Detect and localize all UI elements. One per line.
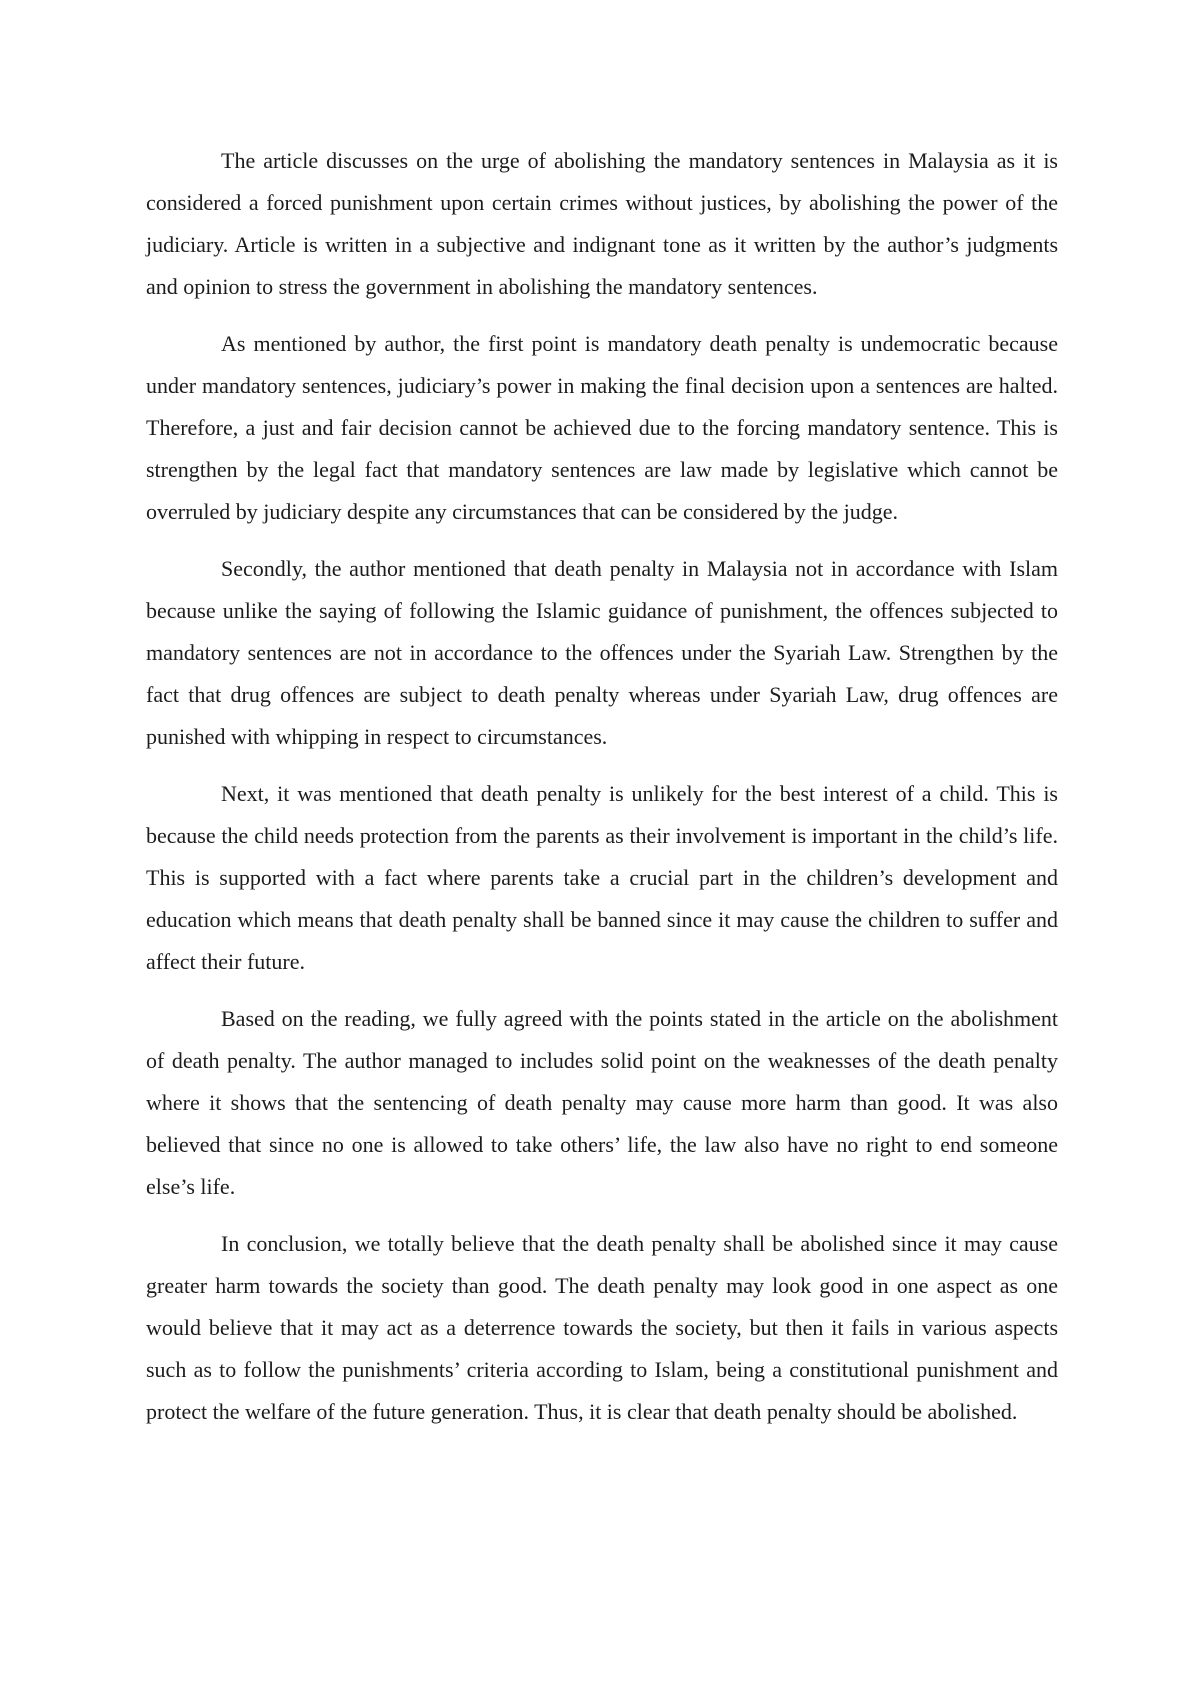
paragraph-conclusion: In conclusion, we totally believe that the death penalty shall be abolished since it may cause greater harm towards the society than good. The death penalty may look good in one aspect as one would believe that it may act as a deterrence towards the society, but then it fails in various aspects such as to follow the punishments’ criteria according to Islam, being a constitutional punishment and protect the welfare of the future generation. Thus, it is clear that death penalty should be abolished. [146, 1231, 1058, 1424]
paragraph-child-interest-point: Next, it was mentioned that death penalty is unlikely for the best interest of a child. This is because the child needs protection from the parents as their involvement is important in the child’s life. This is supported with a fact where parents take a crucial part in the children’s development and education which means that death penalty shall be banned since it may cause the children to suffer and affect their future. [146, 781, 1058, 974]
paragraph-opinion: Based on the reading, we fully agreed with the points stated in the article on the abolishment of death penalty. The author managed to includes solid point on the weaknesses of the death penalty where it shows that the sentencing of death penalty may cause more harm than good. It was also believed that since no one is allowed to take others’ life, the law also have no right to end someone else’s life. [146, 1006, 1058, 1199]
document-body [146, 140, 1058, 1448]
paragraph-introduction: The article discusses on the urge of abolishing the mandatory sentences in Malaysia as it is considered a forced punishment upon certain crimes without justices, by abolishing the power of the judiciary. Article is written in a subjective and indignant tone as it written by the author’s judgments and opinion to stress the government in abolishing the mandatory sentences. [146, 148, 1058, 299]
paragraph-islam-point: Secondly, the author mentioned that death penalty in Malaysia not in accordance with Islam because unlike the saying of following the Islamic guidance of punishment, the offences subjected to mandatory sentences are not in accordance to the offences under the Syariah Law. Strengthen by the fact that drug offences are subject to death penalty whereas under Syariah Law, drug offences are punished with whipping in respect to circumstances. [146, 556, 1058, 749]
paragraph-undemocratic-point: As mentioned by author, the first point is mandatory death penalty is undemocratic because under mandatory sentences, judiciary’s power in making the final decision upon a sentences are halted. Therefore, a just and fair decision cannot be achieved due to the forcing mandatory sentence. This is strengthen by the legal fact that mandatory sentences are law made by legislative which cannot be overruled by judiciary despite any circumstances that can be considered by the judge. [146, 331, 1058, 524]
